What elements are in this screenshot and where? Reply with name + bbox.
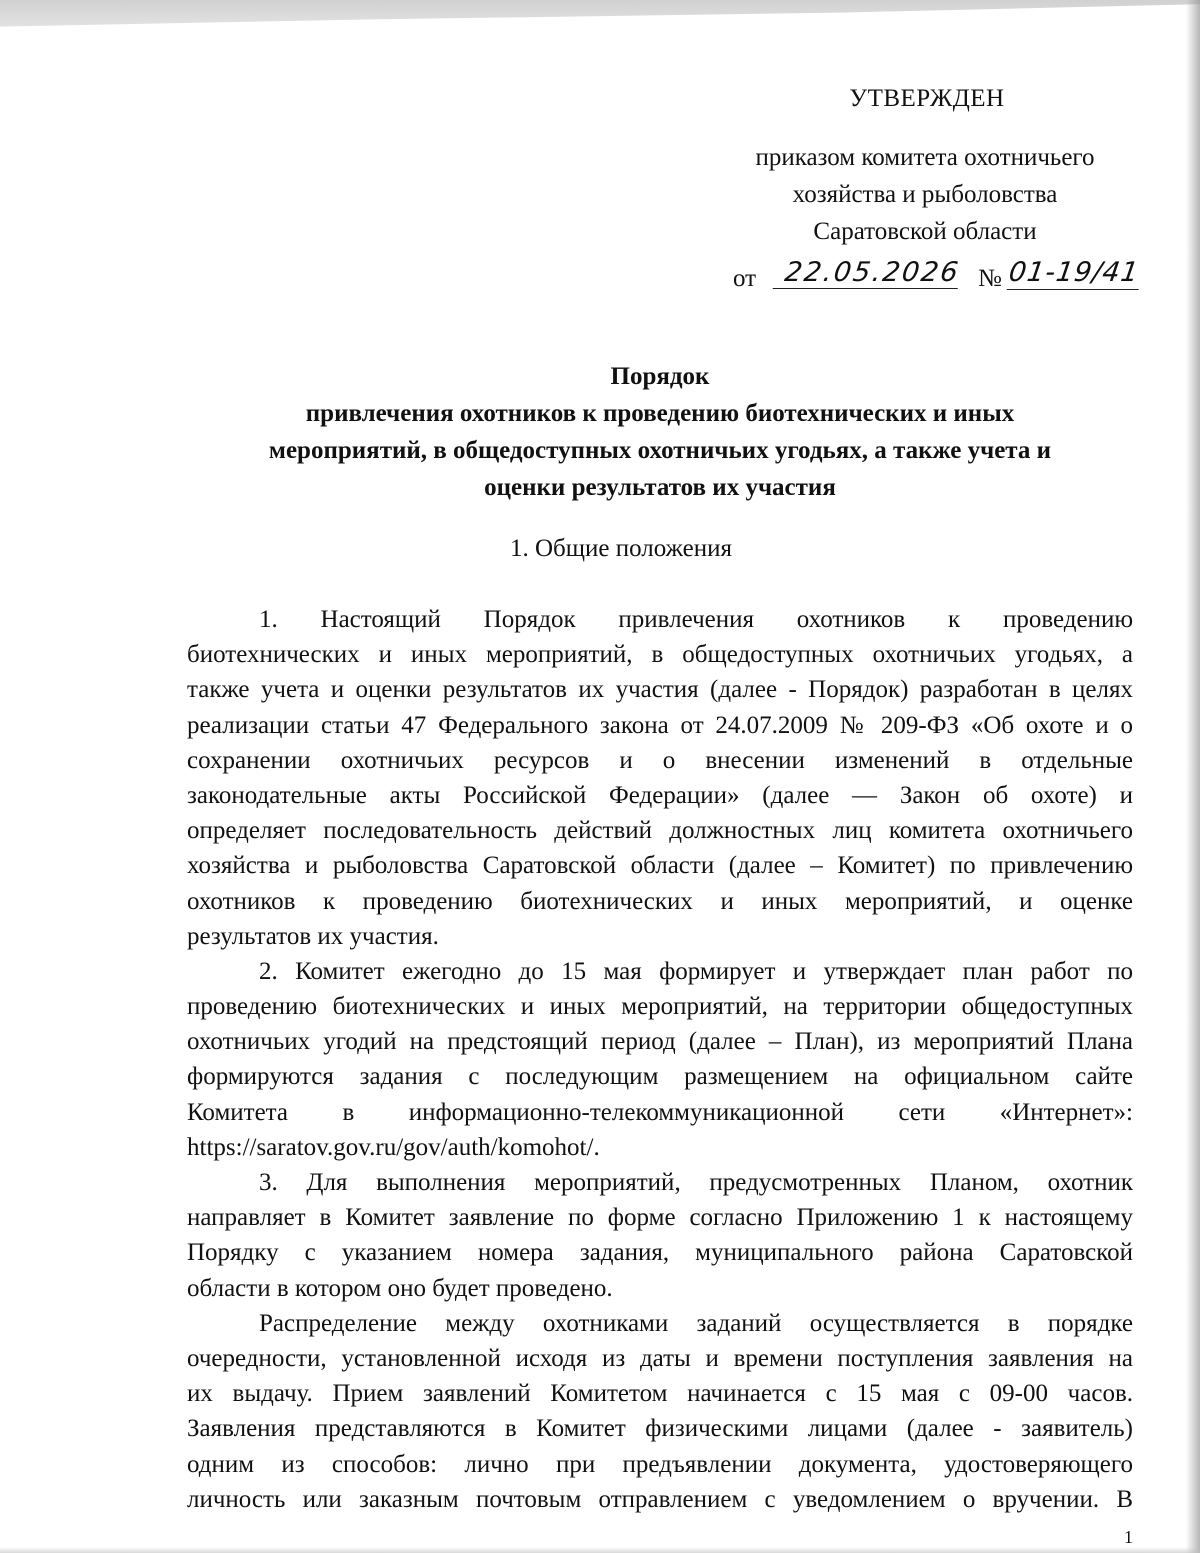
number-label: №	[978, 265, 1002, 292]
paragraph-4-line: Заявления представляются в Комитет физическими лицами (далее - заявитель)	[187, 1415, 1133, 1443]
title-heading: Порядок	[610, 363, 710, 390]
paragraph-1-line: хозяйства и рыболовства Саратовской области (далее – Комитет) по привлечению	[187, 852, 1133, 880]
approval-order-line: Саратовской области	[813, 218, 1037, 245]
approved-label: УТВЕРЖДЕН	[849, 85, 1005, 112]
order-date-line	[733, 257, 1153, 296]
section-heading: 1. Общие положения	[510, 535, 732, 562]
approval-order-lines	[700, 139, 1150, 250]
paragraph-2-line: 2. Комитет ежегодно до 15 мая формирует и утверждает план работ по	[259, 957, 1133, 985]
handwritten-number: 01-19/41	[1007, 256, 1144, 290]
paragraph-1-line: также учета и оценки результатов их участия (далее - Порядок) разработан в целях	[187, 676, 1133, 704]
scan-shadow-right	[1186, 0, 1200, 1553]
paragraph-1-line: сохранении охотничьих ресурсов и о внесении изменений в отдельные	[187, 746, 1133, 774]
scan-shadow-top	[0, 0, 1200, 70]
document-body	[187, 602, 1133, 1517]
title-line: привлечения охотников к проведению биотехнических и иных	[305, 400, 1015, 427]
paragraph-4-line: очередности, установленной исходя из даты и времени поступления заявления на	[187, 1344, 1133, 1372]
paragraph-1-line: реализации статьи 47 Федерального закона от 24.07.2009 № 209-ФЗ «Об охоте и о	[187, 711, 1133, 739]
paragraph-1-line: определяет последовательность действий должностных лиц комитета охотничьего	[187, 817, 1133, 845]
paragraph-3-line: направляет в Комитет заявление по форме согласно Приложению 1 к настоящему	[187, 1204, 1133, 1232]
scan-shadow-bottom	[0, 1547, 1200, 1553]
paragraph-1-line: результатов их участия.	[187, 922, 439, 950]
paragraph-1-line: законодательные акты Российской Федерации» (далее — Закон об охоте) и	[187, 781, 1133, 809]
paragraph-2-line: формируются задания с последующим размещением на официальном сайте	[187, 1063, 1133, 1091]
paragraph-3-line: Порядку с указанием номера задания, муниципального района Саратовской	[187, 1239, 1133, 1267]
approval-order-line: приказом комитета охотничьего	[755, 144, 1095, 171]
paragraph-2-line: https://saratov.gov.ru/gov/auth/komohot/.	[187, 1133, 600, 1161]
title-line: оценки результатов их участия	[484, 474, 836, 501]
approval-order-line: хозяйства и рыболовства	[792, 181, 1058, 208]
paragraph-2-line: Комитета в информационно-телекоммуникационной сети «Интернет»:	[187, 1098, 1133, 1126]
paragraph-2-line: проведению биотехнических и иных мероприятий, на территории общедоступных	[187, 993, 1133, 1021]
page-number: 1	[1124, 1527, 1133, 1547]
paragraph-4-line: Распределение между охотниками заданий осуществляется в порядке	[259, 1309, 1133, 1337]
paragraph-1-line: охотников к проведению биотехнических и иных мероприятий, и оценке	[187, 887, 1133, 915]
paragraph-4-line: личность или заказным почтовым отправлением с уведомлением о вручении. В	[187, 1485, 1133, 1513]
paragraph-3-line: 3. Для выполнения мероприятий, предусмотренных Планом, охотник	[259, 1169, 1133, 1196]
paragraph-4-line: одним из способов: лично при предъявлении документа, удостоверяющего	[187, 1450, 1133, 1478]
from-label: от	[733, 265, 757, 292]
paragraph-4-line: их выдачу. Прием заявлений Комитетом начинается с 15 мая с 09-00 часов.	[187, 1380, 1133, 1408]
paragraph-1-line: биотехнических и иных мероприятий, в общедоступных охотничьих угодьях, а	[187, 641, 1133, 669]
handwritten-date: 22.05.2026	[773, 256, 963, 289]
title-line: мероприятий, в общедоступных охотничьих угодьях, а также учета и	[268, 437, 1052, 464]
document-title	[190, 358, 1130, 506]
paragraph-1-line: 1. Настоящий Порядок привлечения охотников к проведению	[259, 606, 1133, 633]
paragraph-2-line: охотничьих угодий на предстоящий период (далее – План), из мероприятий Плана	[187, 1028, 1133, 1056]
paragraph-3-line: области в котором оно будет проведено.	[187, 1274, 613, 1302]
